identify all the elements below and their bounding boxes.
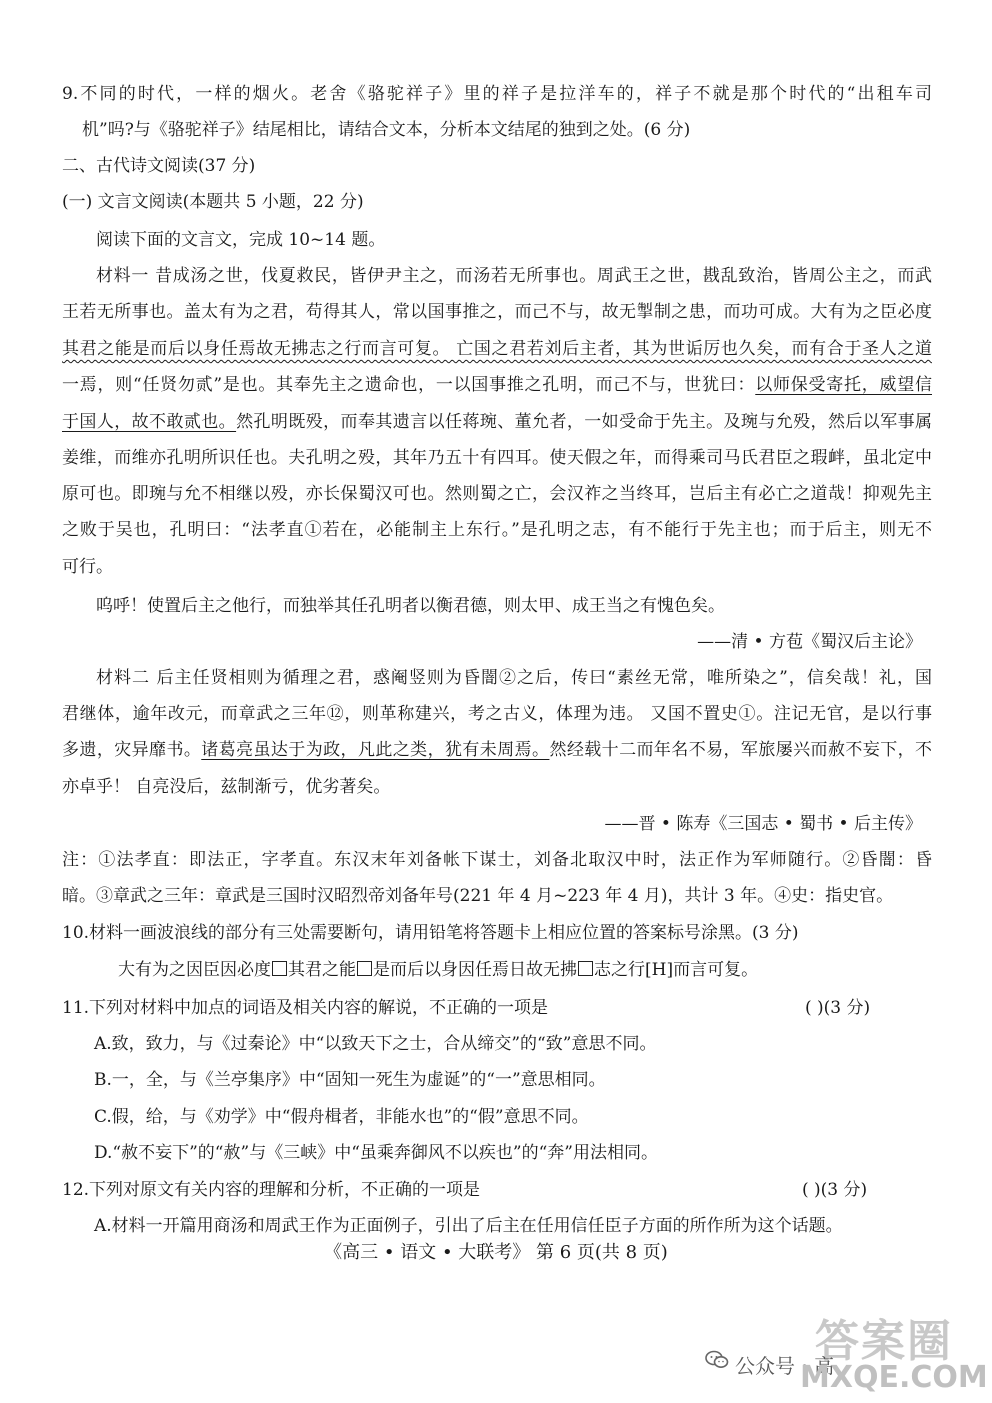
q11-option-b: B.一，全，与《兰亭集序》中“固知一死生为虚诞”的“一”意思相同。 bbox=[94, 1070, 606, 1090]
q12-answer-mark[interactable]: ( )(3 分) bbox=[802, 1180, 868, 1200]
material-1-line-6: 姜维，而维亦孔明所识任也。夫孔明之殁，其年乃五十有四耳。使天假之年，而得乘司马氏君臣之瑕衅，虽北定中 bbox=[62, 448, 932, 468]
q11-option-c: C.假，给，与《劝学》中“假舟楫者，非能水也”的“假”意思不同。 bbox=[94, 1107, 589, 1127]
material-1-line-5 bbox=[62, 410, 932, 434]
q10-sentence-with-breaks bbox=[118, 958, 758, 982]
q11-answer-mark[interactable]: ( )(3 分) bbox=[805, 998, 871, 1018]
q10-segment-4: 志之行[H]而言可复。 bbox=[594, 960, 759, 980]
material-2-line-1: 材料二 后主任贤相则为循理之君，惑阉竖则为昏闇②之后，传曰“素丝无常，唯所染之”，信矣哉！礼，国 bbox=[96, 668, 932, 688]
material-2-line-3 bbox=[62, 738, 932, 762]
material-1-line-10: 呜呼！使置后主之他行，而独举其任孔明者以衡君德，则太甲、成王当之有愧色矣。 bbox=[96, 596, 725, 616]
underlined-sentence-material-2: 诸葛亮虽达于为政，凡此之类，犹有未周焉。 bbox=[201, 740, 550, 760]
material-2-line-4: 亦卓乎！ 自亮没后，兹制渐亏，优劣著矣。 bbox=[62, 777, 391, 797]
material-1-line-1: 材料一 昔成汤之世，伐夏救民，皆伊尹主之，而汤若无所事也。周武王之世，戡乱致治，皆周公主之，而武 bbox=[96, 266, 932, 286]
material-1-line-5-text: 然孔明既殁，而奉其遗言以任蒋琬、董允者，一如受命于先主。及琬与允殁，然后以军事属 bbox=[236, 412, 933, 432]
material-2-line-3-text-b: 然经载十二而年名不易，军旅屡兴而赦不妄下，不 bbox=[549, 740, 933, 760]
material-1-source: ——清 • 方苞《蜀汉后主论》 bbox=[697, 632, 922, 652]
q11-option-d: D.“赦不妄下”的“赦”与《三峡》中“虽乘奔御风不以疾也”的“奔”用法相同。 bbox=[94, 1143, 658, 1163]
section-heading-ancient-poetry: 二、古代诗文阅读(37 分) bbox=[62, 156, 256, 176]
notes-line-2: 暗。③章武之三年：章武是三国时汉昭烈帝刘备年号(221 年 4 月~223 年 4 月)，共计 3 年。④史：指史官。 bbox=[62, 886, 894, 906]
material-1-line-4 bbox=[62, 373, 932, 397]
material-2-source: ——晋 • 陈寿《三国志 • 蜀书 • 后主传》 bbox=[604, 814, 922, 834]
watermark-brand: 答案圈 bbox=[815, 1316, 953, 1367]
q11-stem: 11.下列对材料中加点的词语及相关内容的解说，不正确的一项是 bbox=[62, 998, 549, 1018]
q12-stem: 12.下列对原文有关内容的理解和分析，不正确的一项是 bbox=[62, 1180, 481, 1200]
answer-box-icon[interactable] bbox=[578, 961, 593, 976]
q10-segment-3: 是而后以身因任焉日故无拂 bbox=[373, 960, 577, 980]
q9-line-1: 9.不同的时代，一样的烟火。老舍《骆驼祥子》里的祥子是拉洋车的，祥子不就是那个时代的“出租车司 bbox=[62, 84, 932, 104]
section-heading-classical-chinese: (一) 文言文阅读(本题共 5 小题，22 分) bbox=[62, 192, 364, 212]
notes-line-1: 注：①法孝直：即法正，字孝直。东汉末年刘备帐下谋士，刘备北取汉中时，法正作为军师随行。②昏闇：昏 bbox=[62, 850, 932, 870]
watermark-site: MXQE.COM bbox=[800, 1360, 988, 1395]
material-2-line-3-text-a: 多遗，灾异靡书。 bbox=[62, 740, 202, 760]
watermark-account: 公众号 · 高 bbox=[735, 1354, 835, 1378]
q10-segment-1: 大有为之因臣因必度 bbox=[118, 960, 271, 980]
q12-option-a: A.材料一开篇用商汤和周武王作为正面例子，引出了后主在任用信任臣子方面的所作所为这个话题。 bbox=[94, 1216, 843, 1236]
q11-option-a: A.致，致力，与《过秦论》中“以致天下之士，合从缔交”的“致”意思不同。 bbox=[94, 1034, 657, 1054]
material-1-line-8: 之败于吴也，孔明曰：“法孝直①若在，必能制主上东行。”是孔明之志，有不能行于先主也；而于后主，则无不 bbox=[62, 520, 932, 540]
q10-stem: 10.材料一画波浪线的部分有三处需要断句，请用铅笔将答题卡上相应位置的答案标号涂黑。(3 分) bbox=[62, 923, 799, 943]
page-footer: 《高三 • 语文 • 大联考》 第 6 页(共 8 页) bbox=[324, 1242, 668, 1263]
q10-segment-2: 其君之能 bbox=[288, 960, 356, 980]
underlined-sentence-part-2: 于国人，故不敢贰也。 bbox=[62, 412, 237, 432]
material-1-line-4-text: 一焉，则“任贤勿贰”是也。其奉先主之遗命也，一以国事推之孔明，而己不与，世犹曰： bbox=[62, 375, 756, 395]
answer-box-icon[interactable] bbox=[357, 961, 372, 976]
material-1-line-3 bbox=[62, 337, 932, 361]
wechat-icon bbox=[705, 1350, 729, 1374]
material-1-line-2: 王若无所事也。盖太有为之君，苟得其人，常以国事推之，而己不与，故无掣制之患，而功可成。大有为之臣必度 bbox=[62, 302, 932, 322]
material-1-line-9: 可行。 bbox=[62, 557, 113, 577]
wavy-underlined-passage: 其君之能是而后以身任焉故无拂志之行而言可复。 亡国之君若刘后主者，其为世诟厉也久矣，而有合于圣人之道 bbox=[62, 339, 932, 359]
q9-line-2: 机”吗?与《骆驼祥子》结尾相比，请结合文本，分析本文结尾的独到之处。(6 分) bbox=[82, 120, 691, 140]
answer-box-icon[interactable] bbox=[272, 961, 287, 976]
material-2-line-2: 君继体，逾年改元，而章武之三年⑫，则革称建兴，考之古义，体理为违。 又国不置史①。注记无官，是以行事 bbox=[62, 704, 932, 724]
underlined-sentence-part-1: 以师保受寄托，威望信 bbox=[755, 375, 932, 395]
reading-instruction: 阅读下面的文言文，完成 10~14 题。 bbox=[96, 230, 386, 250]
material-1-line-7: 原可也。即琬与允不相继以殁，亦长保蜀汉可也。然则蜀之亡，会汉祚之当终耳，岂后主有必亡之道哉！抑观先主 bbox=[62, 484, 932, 504]
